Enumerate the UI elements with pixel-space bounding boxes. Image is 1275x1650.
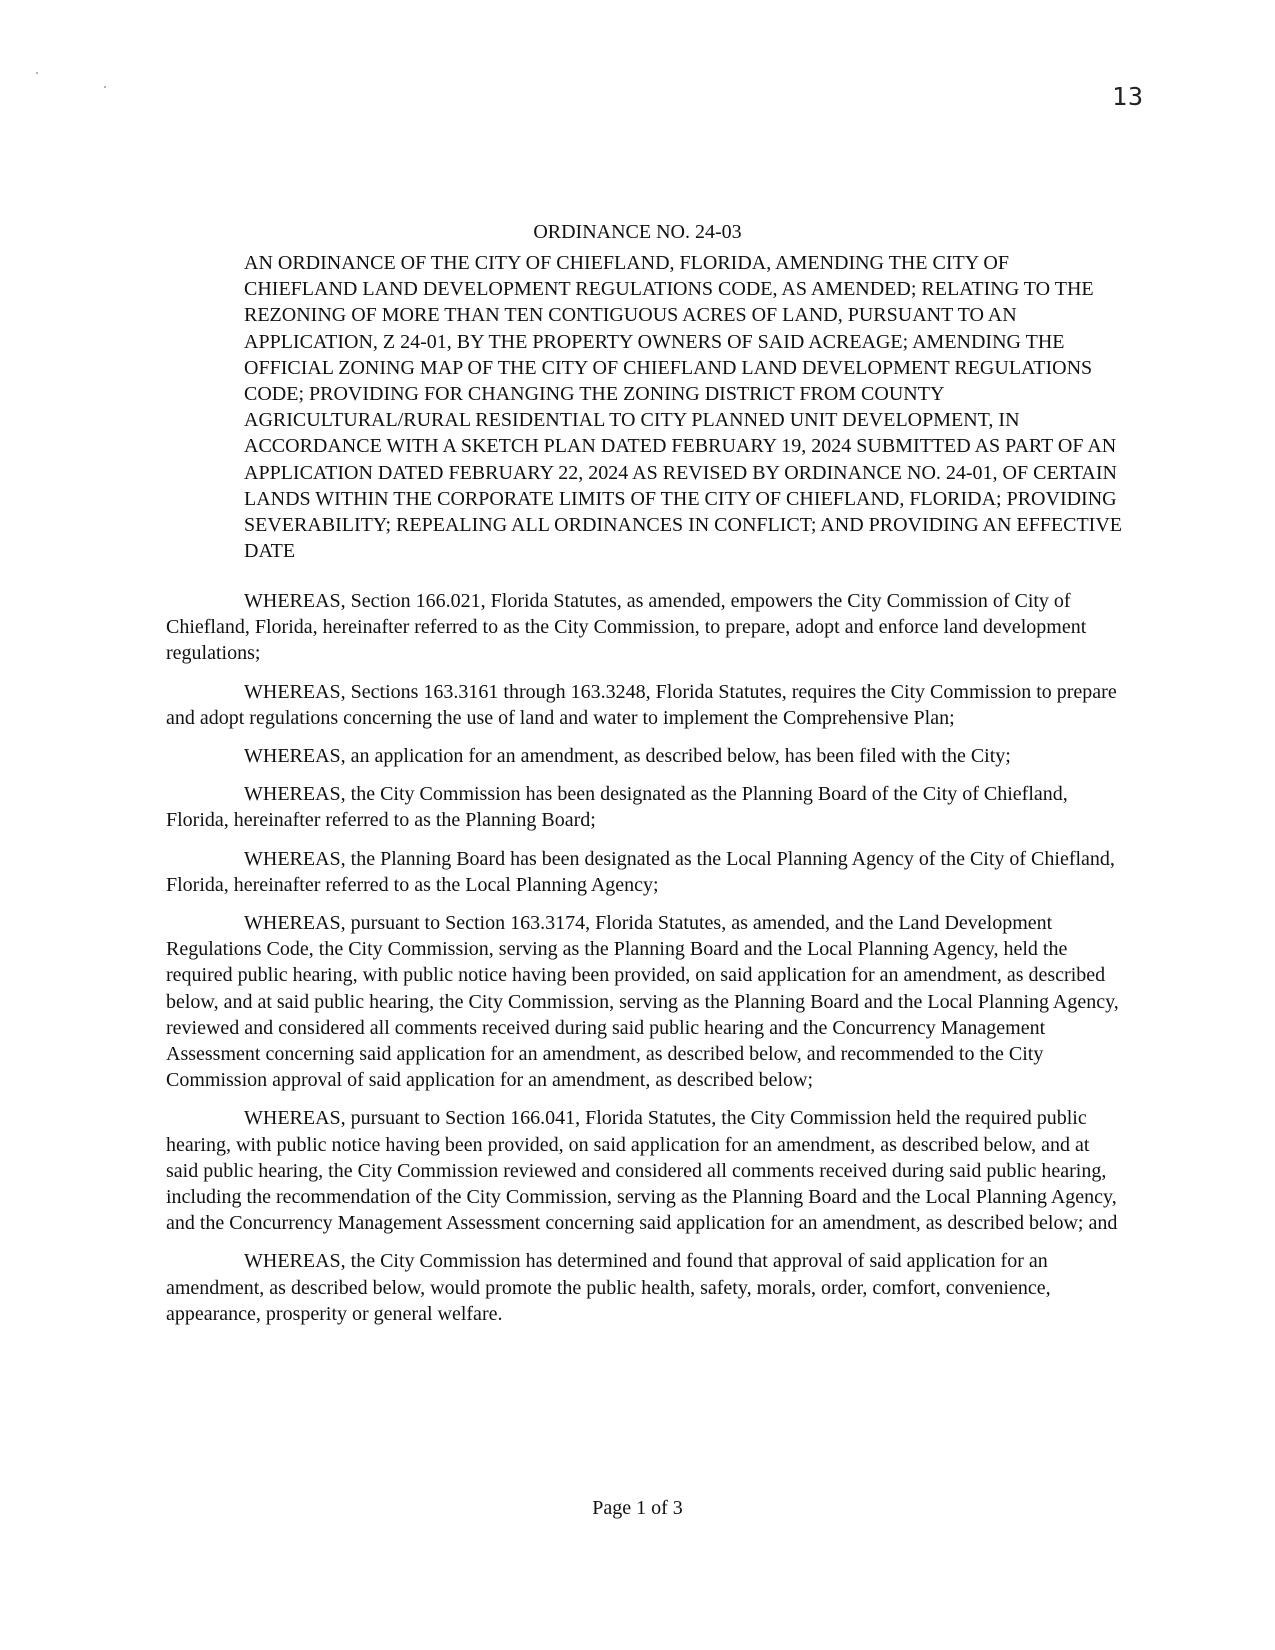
- whereas-paragraph: WHEREAS, Sections 163.3161 through 163.3248, Florida Statutes, requires the City Commission to prepare and adopt regulations concerning the use of land and water to implement the Comprehensive Plan;: [166, 680, 1117, 729]
- scan-speck: [104, 86, 106, 88]
- page-footer: Page 1 of 3: [592, 1497, 683, 1519]
- whereas-paragraph: WHEREAS, the Planning Board has been designated as the Local Planning Agency of the City of Chiefland, Florida, hereinafter referred to as the Local Planning Agency;: [166, 847, 1115, 896]
- whereas-paragraph: WHEREAS, an application for an amendment, as described below, has been filed with the City;: [244, 745, 1011, 768]
- scan-speck: [36, 72, 38, 74]
- whereas-paragraph: WHEREAS, pursuant to Section 166.041, Florida Statutes, the City Commission held the required public hearing, with public notice having been provided, on said application for an amendment, as described below, and at said public hearing, the City Commission reviewed and considered all comments received during said public hearing, including the recommendation of the City Commission, serving as the Planning Board and the Local Planning Agency, and the Concurrency Management Assessment concerning said application for an amendment, as described below; and: [166, 1107, 1118, 1235]
- whereas-clauses: [166, 588, 1124, 1339]
- ordinance-title: ORDINANCE NO. 24-03: [533, 221, 742, 243]
- whereas-paragraph: WHEREAS, pursuant to Section 163.3174, Florida Statutes, as amended, and the Land Development Regulations Code, the City Commission, serving as the Planning Board and the Local Planning Agency, held the required public hearing, with public notice having been provided, on said application for an amendment, as described below, and at said public hearing, the City Commission, serving as the Planning Board and the Local Planning Agency, reviewed and considered all comments received during said public hearing and the Concurrency Management Assessment concerning said application for an amendment, as described below, and recommended to the City Commission approval of said application for an amendment, as described below;: [166, 912, 1119, 1092]
- whereas-paragraph: WHEREAS, the City Commission has been designated as the Planning Board of the City of Chiefland, Florida, hereinafter referred to as the Planning Board;: [166, 783, 1068, 832]
- ordinance-preamble: AN ORDINANCE OF THE CITY OF CHIEFLAND, FLORIDA, AMENDING THE CITY OF CHIEFLAND LAND DEVELOPMENT REGULATIONS CODE, AS AMENDED; RELATING TO THE REZONING OF MORE THAN TEN CONTIGUOUS ACRES OF LAND, PURSUANT TO AN APPLICATION, Z 24-01, BY THE PROPERTY OWNERS OF SAID ACREAGE; AMENDING THE OFFICIAL ZONING MAP OF THE CITY OF CHIEFLAND LAND DEVELOPMENT REGULATIONS CODE; PROVIDING FOR CHANGING THE ZONING DISTRICT FROM COUNTY AGRICULTURAL/RURAL RESIDENTIAL TO CITY PLANNED UNIT DEVELOPMENT, IN ACCORDANCE WITH A SKETCH PLAN DATED FEBRUARY 19, 2024 SUBMITTED AS PART OF AN APPLICATION DATED FEBRUARY 22, 2024 AS REVISED BY ORDINANCE NO. 24-01, OF CERTAIN LANDS WITHIN THE CORPORATE LIMITS OF THE CITY OF CHIEFLAND, FLORIDA; PROVIDING SEVERABILITY; REPEALING ALL ORDINANCES IN CONFLICT; AND PROVIDING AN EFFECTIVE DATE: [244, 252, 1122, 563]
- corner-page-number: 13: [1112, 82, 1145, 111]
- whereas-paragraph: WHEREAS, the City Commission has determined and found that approval of said application for an amendment, as described below, would promote the public health, safety, morals, order, comfort, convenience, appearance, prosperity or general welfare.: [166, 1250, 1051, 1325]
- whereas-paragraph: WHEREAS, Section 166.021, Florida Statutes, as amended, empowers the City Commission of City of Chiefland, Florida, hereinafter referred to as the City Commission, to prepare, adopt and enforce land development regulations;: [166, 590, 1087, 665]
